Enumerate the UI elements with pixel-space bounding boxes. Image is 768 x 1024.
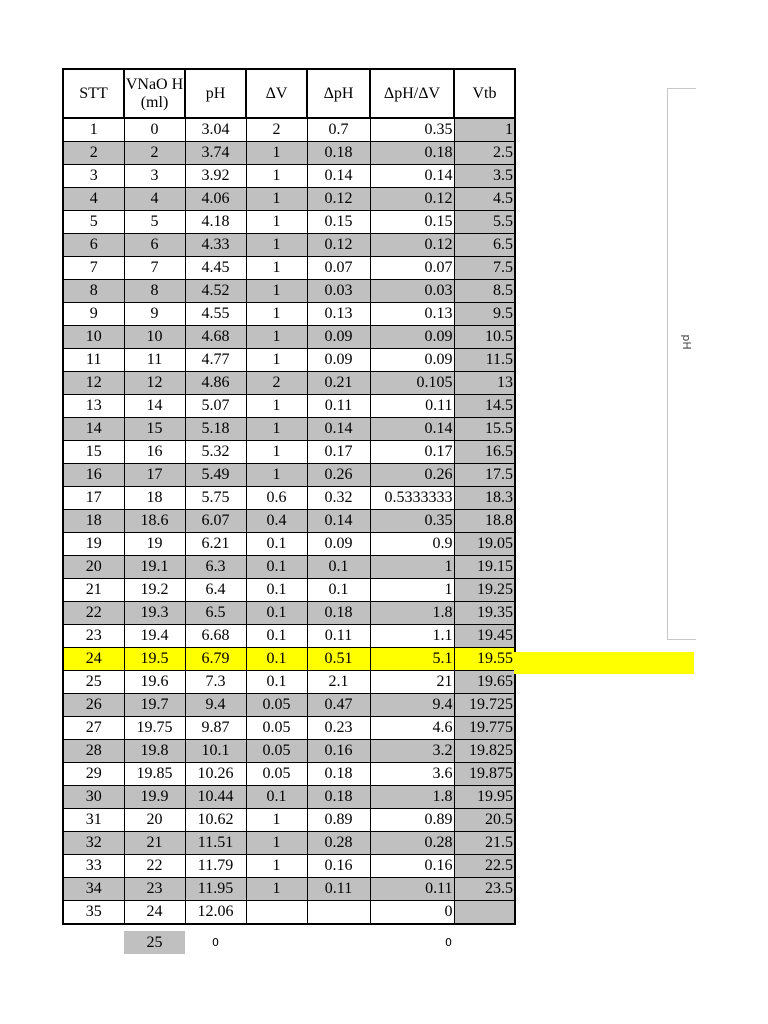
cell-delta-ph[interactable] [307,901,370,925]
cell-stt[interactable]: 15 [63,441,124,464]
table-row [63,418,515,441]
cell-delta-v[interactable]: 0.1 [246,786,307,809]
cell-ph[interactable]: 3.74 [185,142,246,165]
cell-vnaoh[interactable]: 2 [124,142,185,165]
cell-dph-dv[interactable]: 0.09 [370,326,454,349]
cell-ph[interactable]: 4.18 [185,211,246,234]
cell-vnaoh[interactable]: 19.8 [124,740,185,763]
table-row [63,625,515,648]
cell-delta-v[interactable]: 1 [246,832,307,855]
cell-vnaoh[interactable]: 6 [124,234,185,257]
cell-stt[interactable]: 32 [63,832,124,855]
cell-delta-ph[interactable]: 0.11 [307,878,370,901]
cell-vnaoh[interactable]: 18.6 [124,510,185,533]
table-row [63,234,515,257]
cell-dph-dv[interactable]: 1.1 [370,625,454,648]
cell-ph[interactable]: 4.77 [185,349,246,372]
cell-delta-v[interactable]: 0.6 [246,487,307,510]
cell-dph-dv[interactable]: 0.105 [370,372,454,395]
cell-vtb[interactable] [454,901,515,925]
cell-ph[interactable]: 4.06 [185,188,246,211]
cell-ph[interactable]: 4.45 [185,257,246,280]
cell-stt[interactable]: 9 [63,303,124,326]
cell-stt[interactable]: 17 [63,487,124,510]
header-delta-v[interactable]: ΔV [246,69,307,118]
cell-delta-ph[interactable]: 0.09 [307,533,370,556]
cell-vtb[interactable]: 18.3 [454,487,515,510]
cell-delta-ph[interactable]: 0.03 [307,280,370,303]
cell-delta-ph[interactable]: 0.23 [307,717,370,740]
cell-ph[interactable]: 9.87 [185,717,246,740]
cell-stt[interactable]: 22 [63,602,124,625]
cell-stt[interactable]: 10 [63,326,124,349]
cell-ph[interactable]: 5.75 [185,487,246,510]
cell-ph[interactable]: 12.06 [185,901,246,925]
cell-stt[interactable]: 20 [63,556,124,579]
table-row [63,395,515,418]
cell-delta-ph[interactable]: 0.89 [307,809,370,832]
cell-vtb[interactable]: 5.5 [454,211,515,234]
cell-delta-ph[interactable]: 0.13 [307,303,370,326]
cell-stt[interactable]: 12 [63,372,124,395]
table-row [63,671,515,694]
cell-delta-ph[interactable]: 0.18 [307,763,370,786]
cell-delta-v[interactable]: 0.4 [246,510,307,533]
cell-dph-dv[interactable]: 0.5333333 [370,487,454,510]
cell-vtb[interactable]: 19.35 [454,602,515,625]
cell-vtb[interactable]: 20.5 [454,809,515,832]
cell-dph-dv[interactable]: 0.13 [370,303,454,326]
cell-dph-dv[interactable]: 4.6 [370,717,454,740]
cell-stt[interactable]: 14 [63,418,124,441]
cell-delta-ph[interactable]: 0.1 [307,556,370,579]
cell-ph[interactable]: 7.3 [185,671,246,694]
cell-vnaoh[interactable]: 22 [124,855,185,878]
table-row [63,326,515,349]
cell-vnaoh[interactable]: 19.5 [124,648,185,671]
cell-vnaoh[interactable]: 19.1 [124,556,185,579]
cell-ph[interactable]: 3.04 [185,118,246,142]
header-delta-ph[interactable]: ΔpH [307,69,370,118]
cell-delta-ph[interactable]: 0.18 [307,142,370,165]
cell-delta-v[interactable]: 1 [246,257,307,280]
cell-vtb[interactable]: 13 [454,372,515,395]
cell-ph[interactable]: 6.21 [185,533,246,556]
cell-dph-dv[interactable]: 5.1 [370,648,454,671]
cell-vtb[interactable]: 15.5 [454,418,515,441]
table-row [63,901,515,925]
cell-delta-v[interactable]: 0.05 [246,694,307,717]
cell-dph-dv[interactable]: 3.6 [370,763,454,786]
cell-vnaoh[interactable]: 7 [124,257,185,280]
cell-vtb[interactable]: 19.825 [454,740,515,763]
cell-delta-v[interactable]: 1 [246,234,307,257]
cell-vtb[interactable]: 14.5 [454,395,515,418]
table-row [63,372,515,395]
cell-vtb[interactable]: 16.5 [454,441,515,464]
table-row [63,694,515,717]
cell-vtb[interactable]: 1 [454,118,515,142]
cell-dph-dv[interactable]: 0.07 [370,257,454,280]
cell-delta-ph[interactable]: 0.18 [307,602,370,625]
cell-vnaoh[interactable]: 8 [124,280,185,303]
table-row [63,510,515,533]
cell-vtb[interactable]: 10.5 [454,326,515,349]
cell-stt[interactable]: 31 [63,809,124,832]
cell-delta-ph[interactable]: 0.12 [307,188,370,211]
cell-ph[interactable]: 4.68 [185,326,246,349]
cell-dph-dv[interactable]: 0.89 [370,809,454,832]
table-row [63,257,515,280]
cell-vtb[interactable]: 21.5 [454,832,515,855]
cell-dph-dv[interactable]: 0.16 [370,855,454,878]
cell-ph[interactable]: 11.95 [185,878,246,901]
cell-ph[interactable]: 6.3 [185,556,246,579]
table-row [63,556,515,579]
cell-delta-ph[interactable]: 0.11 [307,395,370,418]
cell-vtb[interactable]: 4.5 [454,188,515,211]
table-row [63,165,515,188]
cell-delta-ph[interactable]: 0.12 [307,234,370,257]
cell-delta-ph[interactable]: 0.51 [307,648,370,671]
cell-delta-v[interactable]: 1 [246,395,307,418]
table-row [63,809,515,832]
cell-ph[interactable]: 11.51 [185,832,246,855]
table-row [63,648,515,671]
cell-vtb[interactable]: 22.5 [454,855,515,878]
titration-table [62,68,516,925]
cell-dph-dv[interactable]: 1 [370,579,454,602]
cell-vtb[interactable]: 2.5 [454,142,515,165]
cell-ph[interactable]: 5.49 [185,464,246,487]
cell-delta-ph[interactable]: 0.28 [307,832,370,855]
cell-delta-v[interactable]: 1 [246,441,307,464]
cell-vtb[interactable]: 19.15 [454,556,515,579]
cell-vtb[interactable]: 23.5 [454,878,515,901]
cell-stt[interactable]: 1 [63,118,124,142]
cell-vtb[interactable]: 7.5 [454,257,515,280]
table-row [63,579,515,602]
cell-dph-dv[interactable]: 9.4 [370,694,454,717]
cell-delta-ph[interactable]: 0.26 [307,464,370,487]
cell-vtb[interactable]: 19.45 [454,625,515,648]
header-stt[interactable]: STT [63,69,124,118]
cell-vtb[interactable]: 19.95 [454,786,515,809]
cell-delta-ph[interactable]: 2.1 [307,671,370,694]
cell-vnaoh[interactable]: 19 [124,533,185,556]
cell-vnaoh[interactable]: 18 [124,487,185,510]
cell-vnaoh[interactable]: 19.85 [124,763,185,786]
cell-dph-dv[interactable]: 0.28 [370,832,454,855]
cell-stt[interactable]: 33 [63,855,124,878]
cell-delta-v[interactable]: 1 [246,326,307,349]
cell-delta-ph[interactable]: 0.21 [307,372,370,395]
cell-delta-v[interactable]: 1 [246,878,307,901]
cell-dph-dv[interactable]: 0.11 [370,878,454,901]
table-row [63,533,515,556]
cell-vnaoh[interactable]: 14 [124,395,185,418]
cell-stt[interactable]: 7 [63,257,124,280]
cell-vtb[interactable]: 3.5 [454,165,515,188]
header-vtb[interactable]: Vtb [454,69,515,118]
cell-dph-dv[interactable]: 3.2 [370,740,454,763]
chart-frame[interactable] [667,88,696,640]
cell-delta-v[interactable]: 1 [246,349,307,372]
table-body [63,118,515,924]
table-row [63,602,515,625]
cell-vtb[interactable]: 19.875 [454,763,515,786]
cell-vnaoh[interactable]: 15 [124,418,185,441]
cell-ph[interactable]: 10.44 [185,786,246,809]
cell-dph-dv[interactable]: 0.35 [370,118,454,142]
cell-stt[interactable]: 21 [63,579,124,602]
cell-delta-v[interactable]: 1 [246,303,307,326]
cell-delta-v[interactable]: 0.05 [246,763,307,786]
cell-vnaoh[interactable]: 17 [124,464,185,487]
cell-vtb[interactable]: 19.25 [454,579,515,602]
table-row [63,717,515,740]
table-row [63,188,515,211]
cell-vnaoh[interactable]: 24 [124,901,185,925]
header-dph-dv[interactable]: ΔpH/ΔV [370,69,454,118]
cell-delta-v[interactable]: 1 [246,855,307,878]
table-row [63,349,515,372]
cell-delta-v[interactable]: 0.1 [246,671,307,694]
cell-vnaoh[interactable]: 19.75 [124,717,185,740]
cell-vnaoh[interactable]: 19.6 [124,671,185,694]
cell-stt[interactable]: 6 [63,234,124,257]
table-row [63,303,515,326]
cell-vnaoh[interactable]: 10 [124,326,185,349]
header-row [63,69,515,118]
table-row [63,118,515,142]
cell-vtb[interactable]: 19.05 [454,533,515,556]
cell-delta-ph[interactable]: 0.16 [307,740,370,763]
cell-ph[interactable]: 6.4 [185,579,246,602]
cell-dph-dv[interactable]: 0.15 [370,211,454,234]
cell-dph-dv[interactable]: 1.8 [370,786,454,809]
cell-stt[interactable]: 30 [63,786,124,809]
cell-delta-v[interactable]: 1 [246,464,307,487]
table-row [63,441,515,464]
cell-stt[interactable]: 29 [63,763,124,786]
table-row [63,763,515,786]
cell-stt[interactable]: 19 [63,533,124,556]
cell-delta-ph[interactable]: 0.1 [307,579,370,602]
cell-ph[interactable]: 6.79 [185,648,246,671]
cell-stt[interactable]: 26 [63,694,124,717]
cell-delta-ph[interactable]: 0.11 [307,625,370,648]
cell-vnaoh[interactable]: 19.3 [124,602,185,625]
cell-delta-v[interactable] [246,901,307,925]
cell-stt[interactable]: 18 [63,510,124,533]
cell-dph-dv[interactable]: 0.12 [370,188,454,211]
highlight-band [514,652,694,674]
extra-ph-cell[interactable]: 0 [212,936,219,949]
cell-vnaoh[interactable]: 3 [124,165,185,188]
cell-ph[interactable]: 4.52 [185,280,246,303]
cell-dph-dv[interactable]: 0 [370,901,454,925]
table-row [63,740,515,763]
cell-delta-ph[interactable]: 0.09 [307,349,370,372]
cell-ph[interactable]: 6.68 [185,625,246,648]
cell-vtb[interactable]: 19.775 [454,717,515,740]
cell-dph-dv[interactable]: 0.03 [370,280,454,303]
cell-ph[interactable]: 10.1 [185,740,246,763]
cell-delta-v[interactable]: 0.1 [246,648,307,671]
cell-delta-ph[interactable]: 0.47 [307,694,370,717]
cell-vtb[interactable]: 17.5 [454,464,515,487]
table-row [63,487,515,510]
cell-delta-ph[interactable]: 0.09 [307,326,370,349]
chart-y-axis-label: pH [680,334,693,350]
cell-vtb[interactable]: 19.55 [454,648,515,671]
cell-dph-dv[interactable]: 0.09 [370,349,454,372]
cell-ph[interactable]: 4.55 [185,303,246,326]
cell-delta-v[interactable]: 2 [246,372,307,395]
cell-dph-dv[interactable]: 0.14 [370,165,454,188]
cell-stt[interactable]: 24 [63,648,124,671]
cell-delta-ph[interactable]: 0.14 [307,418,370,441]
cell-dph-dv[interactable]: 0.18 [370,142,454,165]
table-row [63,878,515,901]
cell-vtb[interactable]: 18.8 [454,510,515,533]
cell-delta-ph[interactable]: 0.15 [307,211,370,234]
cell-dph-dv[interactable]: 0.14 [370,418,454,441]
cell-ph[interactable]: 9.4 [185,694,246,717]
cell-delta-v[interactable]: 1 [246,142,307,165]
cell-stt[interactable]: 23 [63,625,124,648]
cell-delta-ph[interactable]: 0.17 [307,441,370,464]
cell-stt[interactable]: 2 [63,142,124,165]
cell-delta-ph[interactable]: 0.7 [307,118,370,142]
cell-delta-v[interactable]: 0.1 [246,579,307,602]
cell-ph[interactable]: 4.86 [185,372,246,395]
cell-dph-dv[interactable]: 21 [370,671,454,694]
cell-dph-dv[interactable]: 0.11 [370,395,454,418]
cell-dph-dv[interactable]: 0.12 [370,234,454,257]
table-row [63,855,515,878]
cell-ph[interactable]: 4.33 [185,234,246,257]
cell-vnaoh[interactable]: 12 [124,372,185,395]
cell-delta-ph[interactable]: 0.16 [307,855,370,878]
cell-ph[interactable]: 6.07 [185,510,246,533]
cell-delta-v[interactable]: 0.05 [246,740,307,763]
cell-vnaoh[interactable]: 23 [124,878,185,901]
cell-stt[interactable]: 11 [63,349,124,372]
table-row [63,832,515,855]
cell-delta-ph[interactable]: 0.14 [307,165,370,188]
cell-stt[interactable]: 34 [63,878,124,901]
cell-dph-dv[interactable]: 1.8 [370,602,454,625]
cell-dph-dv[interactable]: 1 [370,556,454,579]
cell-vtb[interactable]: 8.5 [454,280,515,303]
cell-ph[interactable]: 5.32 [185,441,246,464]
cell-delta-ph[interactable]: 0.14 [307,510,370,533]
cell-delta-ph[interactable]: 0.18 [307,786,370,809]
cell-delta-v[interactable]: 0.1 [246,533,307,556]
cell-stt[interactable]: 27 [63,717,124,740]
cell-ph[interactable]: 5.18 [185,418,246,441]
cell-delta-v[interactable]: 0.05 [246,717,307,740]
cell-delta-v[interactable]: 2 [246,118,307,142]
cell-stt[interactable]: 13 [63,395,124,418]
cell-vnaoh[interactable]: 4 [124,188,185,211]
cell-ph[interactable]: 10.26 [185,763,246,786]
cell-dph-dv[interactable]: 0.9 [370,533,454,556]
cell-delta-v[interactable]: 0.1 [246,602,307,625]
cell-delta-v[interactable]: 1 [246,280,307,303]
cell-stt[interactable]: 4 [63,188,124,211]
cell-delta-v[interactable]: 1 [246,211,307,234]
cell-delta-v[interactable]: 1 [246,165,307,188]
header-ph[interactable]: pH [185,69,246,118]
cell-ph[interactable]: 6.5 [185,602,246,625]
cell-stt[interactable]: 8 [63,280,124,303]
cell-delta-ph[interactable]: 0.32 [307,487,370,510]
extra-vnaoh-cell[interactable]: 25 [124,931,185,954]
cell-stt[interactable]: 3 [63,165,124,188]
cell-dph-dv[interactable]: 0.26 [370,464,454,487]
cell-vnaoh[interactable]: 19.7 [124,694,185,717]
cell-stt[interactable]: 5 [63,211,124,234]
table-row [63,211,515,234]
cell-delta-ph[interactable]: 0.07 [307,257,370,280]
cell-delta-v[interactable]: 0.1 [246,625,307,648]
cell-ph[interactable]: 3.92 [185,165,246,188]
cell-vnaoh[interactable]: 9 [124,303,185,326]
cell-vnaoh[interactable]: 16 [124,441,185,464]
cell-vtb[interactable]: 19.65 [454,671,515,694]
cell-vnaoh[interactable]: 5 [124,211,185,234]
cell-dph-dv[interactable]: 0.17 [370,441,454,464]
cell-stt[interactable]: 25 [63,671,124,694]
cell-ph[interactable]: 11.79 [185,855,246,878]
cell-vnaoh[interactable]: 19.4 [124,625,185,648]
cell-stt[interactable]: 35 [63,901,124,925]
cell-stt[interactable]: 28 [63,740,124,763]
cell-vnaoh[interactable]: 11 [124,349,185,372]
header-vnaoh[interactable]: VNaO H (ml) [124,69,185,118]
cell-ph[interactable]: 10.62 [185,809,246,832]
cell-stt[interactable]: 16 [63,464,124,487]
cell-vnaoh[interactable]: 0 [124,118,185,142]
cell-vnaoh[interactable]: 19.2 [124,579,185,602]
extra-dph-dv-cell[interactable]: 0 [445,936,452,949]
cell-dph-dv[interactable]: 0.35 [370,510,454,533]
cell-vtb[interactable]: 9.5 [454,303,515,326]
cell-vnaoh[interactable]: 20 [124,809,185,832]
cell-vtb[interactable]: 11.5 [454,349,515,372]
table-row [63,142,515,165]
cell-vtb[interactable]: 6.5 [454,234,515,257]
cell-vnaoh[interactable]: 19.9 [124,786,185,809]
table-row [63,786,515,809]
cell-ph[interactable]: 5.07 [185,395,246,418]
table-row [63,280,515,303]
cell-delta-v[interactable]: 0.1 [246,556,307,579]
table-row [63,464,515,487]
cell-delta-v[interactable]: 1 [246,188,307,211]
cell-delta-v[interactable]: 1 [246,418,307,441]
cell-delta-v[interactable]: 1 [246,809,307,832]
cell-vtb[interactable]: 19.725 [454,694,515,717]
cell-vnaoh[interactable]: 21 [124,832,185,855]
